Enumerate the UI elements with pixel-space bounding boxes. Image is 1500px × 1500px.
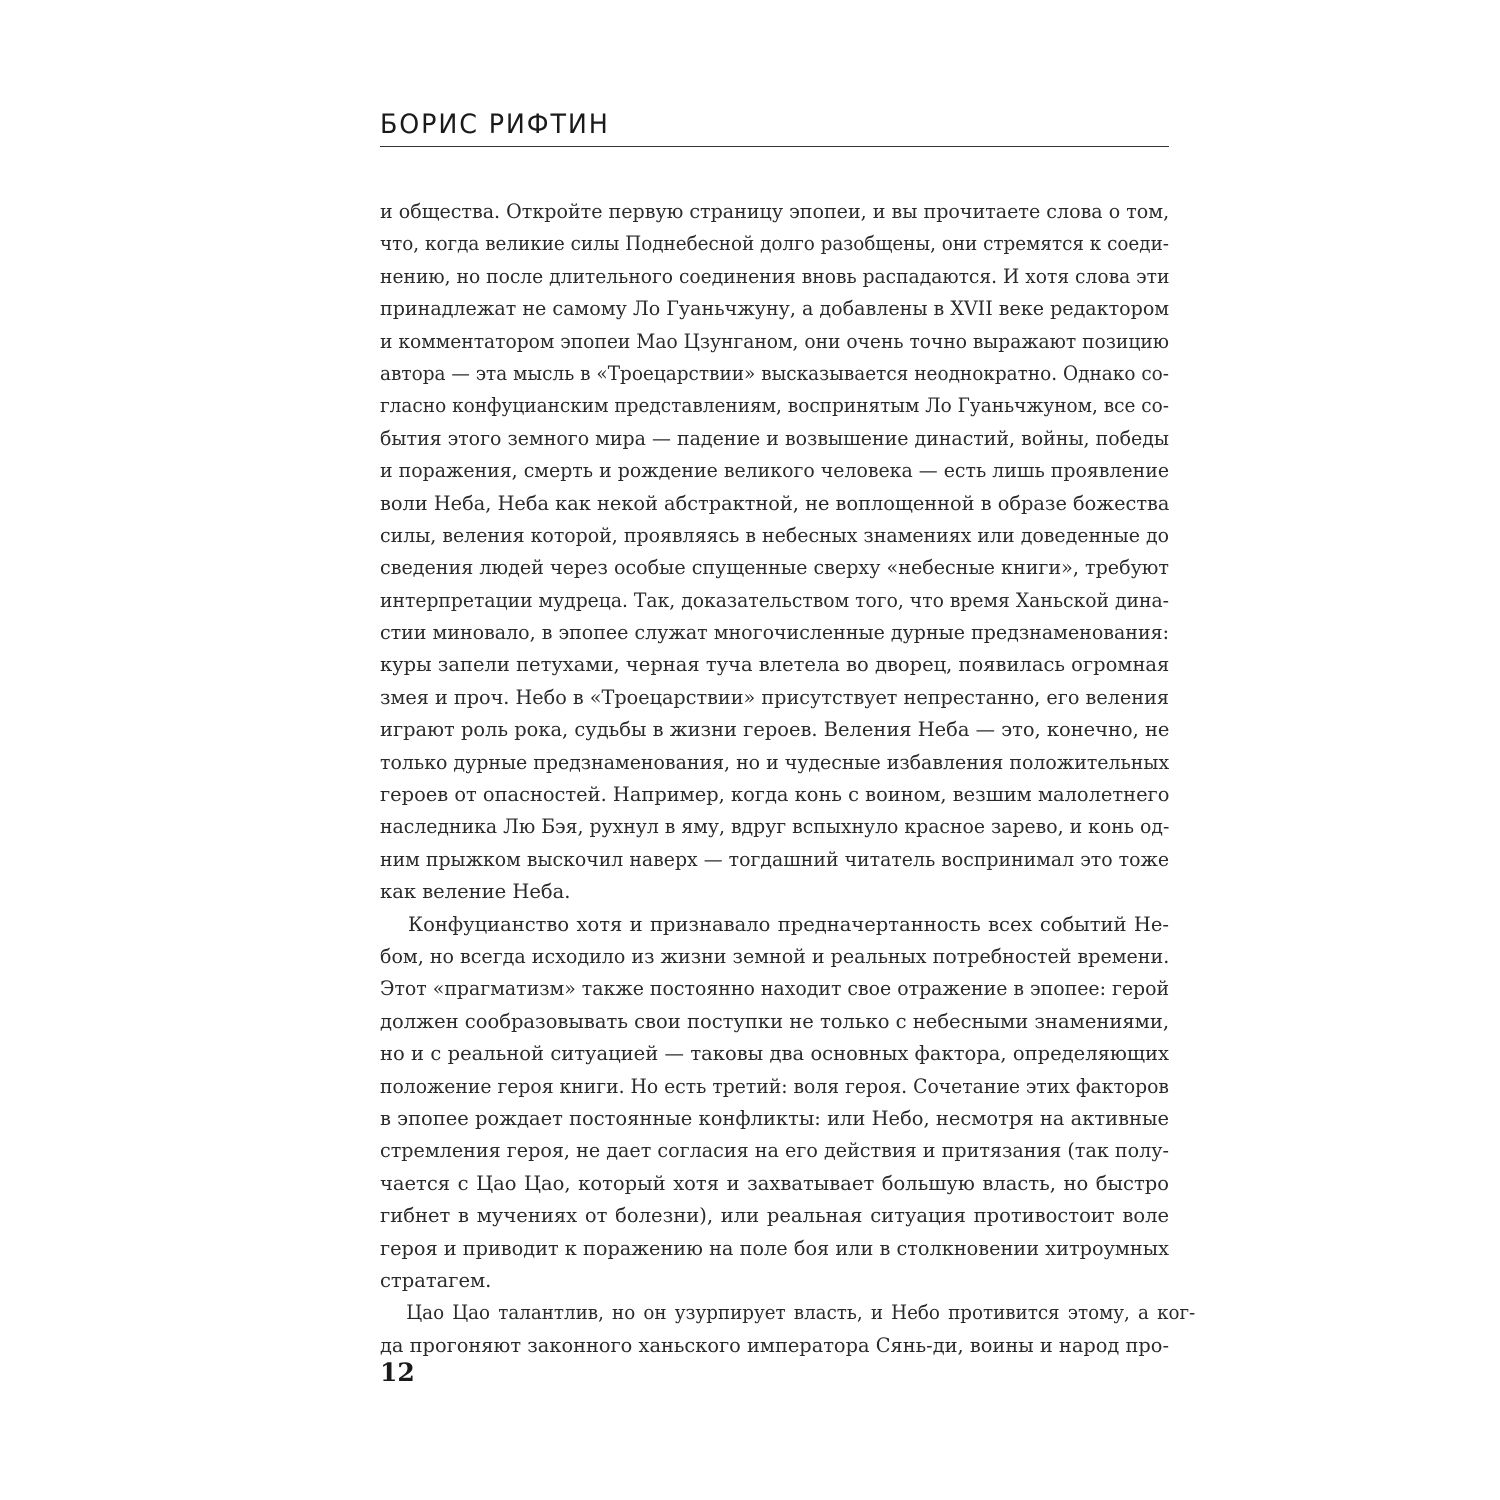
text-line: героев от опасностей. Например, когда конь с воином, везшим малолетнего [380, 783, 1169, 807]
text-line: бом, но всегда исходило из жизни земной и реальных потребностей времени. [380, 944, 1169, 968]
text-line: чается с Цао Цао, который хотя и захватывает большую власть, но быстро [380, 1171, 1169, 1195]
text-line: и поражения, смерть и рождение великого человека — есть лишь проявление [380, 459, 1169, 483]
running-header-author: БОРИС РИФТИН [380, 109, 610, 140]
text-line: стии миновало, в эпопее служат многочисленные дурные предзнаменования: [380, 621, 1169, 645]
text-line: но и с реальной ситуацией — таковы два основных фактора, определяющих [380, 1042, 1169, 1066]
text-line: куры запели петухами, черная туча влетела во дворец, появилась огромная [380, 653, 1169, 677]
text-line: Этот «прагматизм» также постоянно находит свое отражение в эпопее: герой [380, 977, 1169, 1001]
text-line: интерпретации мудреца. Так, доказательством того, что время Ханьской дина- [380, 588, 1169, 612]
page-number: 12 [380, 1358, 415, 1387]
text-line: и комментатором эпопеи Мао Цзунганом, они очень точно выражают позицию [380, 329, 1169, 353]
text-line: змея и проч. Небо в «Троецарствии» присутствует непрестанно, его веления [380, 685, 1169, 709]
paragraph [380, 1297, 1196, 1362]
text-line: нению, но после длительного соединения вновь распадаются. И хотя слова эти [380, 264, 1169, 288]
text-line: играют роль рока, судьбы в жизни героев. Веления Неба — это, конечно, не [380, 718, 1169, 742]
text-line: как веление Неба. [380, 880, 571, 904]
text-line: силы, веления которой, проявляясь в небесных знамениях или доведенные до [380, 523, 1169, 547]
text-line: да прогоняют законного ханьского императора Сянь-ди, воины и народ про- [380, 1333, 1169, 1357]
text-line: Конфуцианство хотя и признавало предначертанность всех событий Не- [408, 912, 1169, 936]
text-line: ним прыжком выскочил наверх — тогдашний читатель воспринимал это тоже [380, 847, 1169, 871]
text-line: гибнет в мучениях от болезни), или реальная ситуация противостоит воле [380, 1204, 1169, 1228]
text-line: воли Неба, Неба как некой абстрактной, не воплощенной в образе божества [380, 491, 1169, 515]
book-page [380, 0, 1196, 1500]
text-line: автора — эта мысль в «Троецарствии» высказывается неоднократно. Однако со- [380, 361, 1169, 385]
text-line: героя и приводит к поражению на поле боя или в столкновении хитроумных [380, 1236, 1169, 1260]
text-line: Цао Цао талантлив, но он узурпирует власть, и Небо противится этому, а ког- [406, 1301, 1196, 1325]
text-line: что, когда великие силы Поднебесной долго разобщены, они стремятся к соеди- [380, 232, 1169, 256]
text-line: стремления героя, не дает согласия на его действия и притязания (так полу- [380, 1139, 1169, 1163]
text-line: бытия этого земного мира — падение и возвышение династий, войны, победы [380, 426, 1169, 450]
paragraph [380, 909, 1169, 1298]
text-line: только дурные предзнаменования, но и чудесные избавления положительных [380, 750, 1169, 774]
text-line: и общества. Откройте первую страницу эпопеи, и вы прочитаете слова о том, [380, 200, 1169, 223]
body-text [380, 196, 1196, 1362]
paragraph [380, 196, 1169, 909]
text-line: положение героя книги. Но есть третий: воля героя. Сочетание этих факторов [380, 1074, 1169, 1098]
text-line: принадлежат не самому Ло Гуаньчжуну, а добавлены в XVII веке редактором [380, 297, 1169, 321]
text-line: сведения людей через особые спущенные сверху «небесные книги», требуют [380, 556, 1169, 580]
text-line: стратагем. [380, 1268, 492, 1292]
text-line: должен сообразовывать свои поступки не только с небесными знамениями, [380, 1009, 1169, 1033]
text-line: наследника Лю Бэя, рухнул в яму, вдруг вспыхнуло красное зарево, и конь од- [380, 815, 1169, 839]
text-line: в эпопее рождает постоянные конфликты: или Небо, несмотря на активные [380, 1106, 1169, 1130]
header-rule [380, 146, 1169, 147]
text-line: гласно конфуцианским представлениям, воспринятым Ло Гуаньчжуном, все со- [380, 394, 1169, 418]
